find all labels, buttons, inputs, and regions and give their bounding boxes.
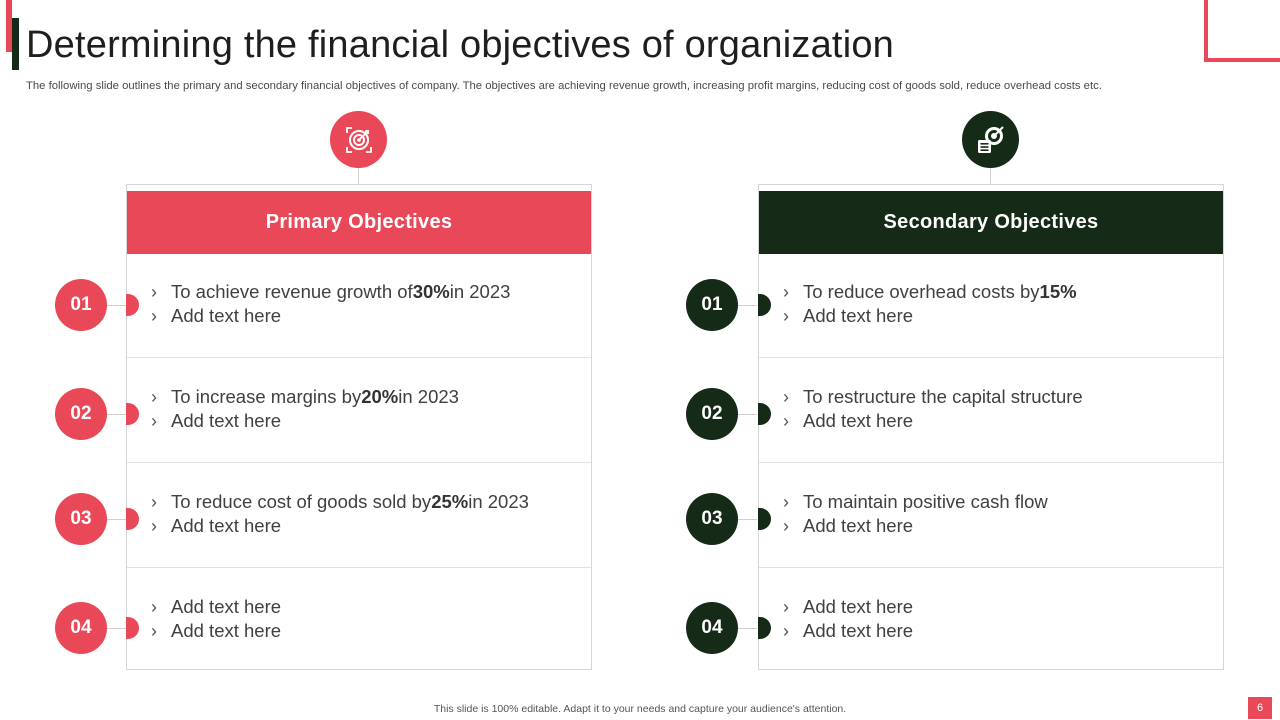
chevron-right-icon: › xyxy=(151,306,157,326)
primary-row-4 xyxy=(127,569,591,673)
objective-line: › To maintain positive cash flow xyxy=(783,491,1048,512)
chevron-right-icon: › xyxy=(783,516,789,536)
number-badge: 04 xyxy=(686,602,738,654)
secondary-row-1 xyxy=(759,254,1223,358)
number-badge: 02 xyxy=(686,388,738,440)
row-connector xyxy=(737,628,757,629)
objective-line: › Add text here xyxy=(783,620,914,641)
row-connector xyxy=(106,414,126,415)
target-icon xyxy=(330,111,387,168)
number-badge: 02 xyxy=(55,388,107,440)
chevron-right-icon: › xyxy=(151,621,157,641)
chevron-right-icon: › xyxy=(151,282,157,302)
number-badge: 01 xyxy=(55,279,107,331)
secondary-row-3 xyxy=(759,464,1223,568)
objective-line: › Add text here xyxy=(151,305,282,326)
row-connector xyxy=(737,414,757,415)
objective-line: › Add text here xyxy=(151,620,282,641)
number-badge: 03 xyxy=(55,493,107,545)
chevron-right-icon: › xyxy=(151,492,157,512)
objective-line: › To restructure the capital structure xyxy=(783,386,1083,407)
primary-objectives-header: Primary Objectives xyxy=(127,191,591,254)
row-connector xyxy=(737,305,757,306)
objective-line: › Add text here xyxy=(151,410,282,431)
objective-line: › Add text here xyxy=(151,596,282,617)
primary-row-1 xyxy=(127,254,591,358)
secondary-row-2 xyxy=(759,359,1223,463)
secondary-icon-connector xyxy=(990,168,991,185)
chevron-right-icon: › xyxy=(151,516,157,536)
number-badge: 01 xyxy=(686,279,738,331)
chevron-right-icon: › xyxy=(783,411,789,431)
row-connector xyxy=(106,519,126,520)
number-badge: 03 xyxy=(686,493,738,545)
title-accent-bar-dark xyxy=(12,18,19,70)
chevron-right-icon: › xyxy=(783,282,789,302)
chevron-right-icon: › xyxy=(151,411,157,431)
chevron-right-icon: › xyxy=(783,387,789,407)
primary-objectives-panel xyxy=(126,184,592,670)
corner-decoration xyxy=(1204,0,1280,62)
objective-line: › To reduce cost of goods sold by 25% in 2023 xyxy=(151,491,529,512)
chevron-right-icon: › xyxy=(783,597,789,617)
slide-title: Determining the financial objectives of organization xyxy=(26,24,894,66)
slide-footer: This slide is 100% editable. Adapt it to your needs and capture your audience's attention. xyxy=(433,703,847,715)
chevron-right-icon: › xyxy=(151,597,157,617)
objective-line: › Add text here xyxy=(151,515,282,536)
objective-line: › To increase margins by 20% in 2023 xyxy=(151,386,459,407)
primary-row-2 xyxy=(127,359,591,463)
objective-line: › To achieve revenue growth of 30% in 2023 xyxy=(151,281,511,302)
objective-line: › Add text here xyxy=(783,515,914,536)
objective-line: › Add text here xyxy=(783,410,914,431)
primary-row-3 xyxy=(127,464,591,568)
secondary-objectives-header: Secondary Objectives xyxy=(759,191,1223,254)
objective-line: › To reduce overhead costs by 15% xyxy=(783,281,1077,302)
row-connector xyxy=(737,519,757,520)
objective-line: › Add text here xyxy=(783,305,914,326)
row-connector xyxy=(106,628,126,629)
row-connector xyxy=(106,305,126,306)
primary-icon-connector xyxy=(358,168,359,185)
page-number-badge: 6 xyxy=(1248,697,1272,719)
number-badge: 04 xyxy=(55,602,107,654)
objective-line: › Add text here xyxy=(783,596,914,617)
target-checklist-icon xyxy=(962,111,1019,168)
chevron-right-icon: › xyxy=(151,387,157,407)
secondary-row-4 xyxy=(759,569,1223,673)
chevron-right-icon: › xyxy=(783,621,789,641)
chevron-right-icon: › xyxy=(783,492,789,512)
chevron-right-icon: › xyxy=(783,306,789,326)
slide-subtitle: The following slide outlines the primary and secondary financial objectives of company. The objectives are achieving revenue growth, increasing profit margins, reducing cost of goods sold, reduce overhead costs etc. xyxy=(26,80,1102,92)
secondary-objectives-panel xyxy=(758,184,1224,670)
